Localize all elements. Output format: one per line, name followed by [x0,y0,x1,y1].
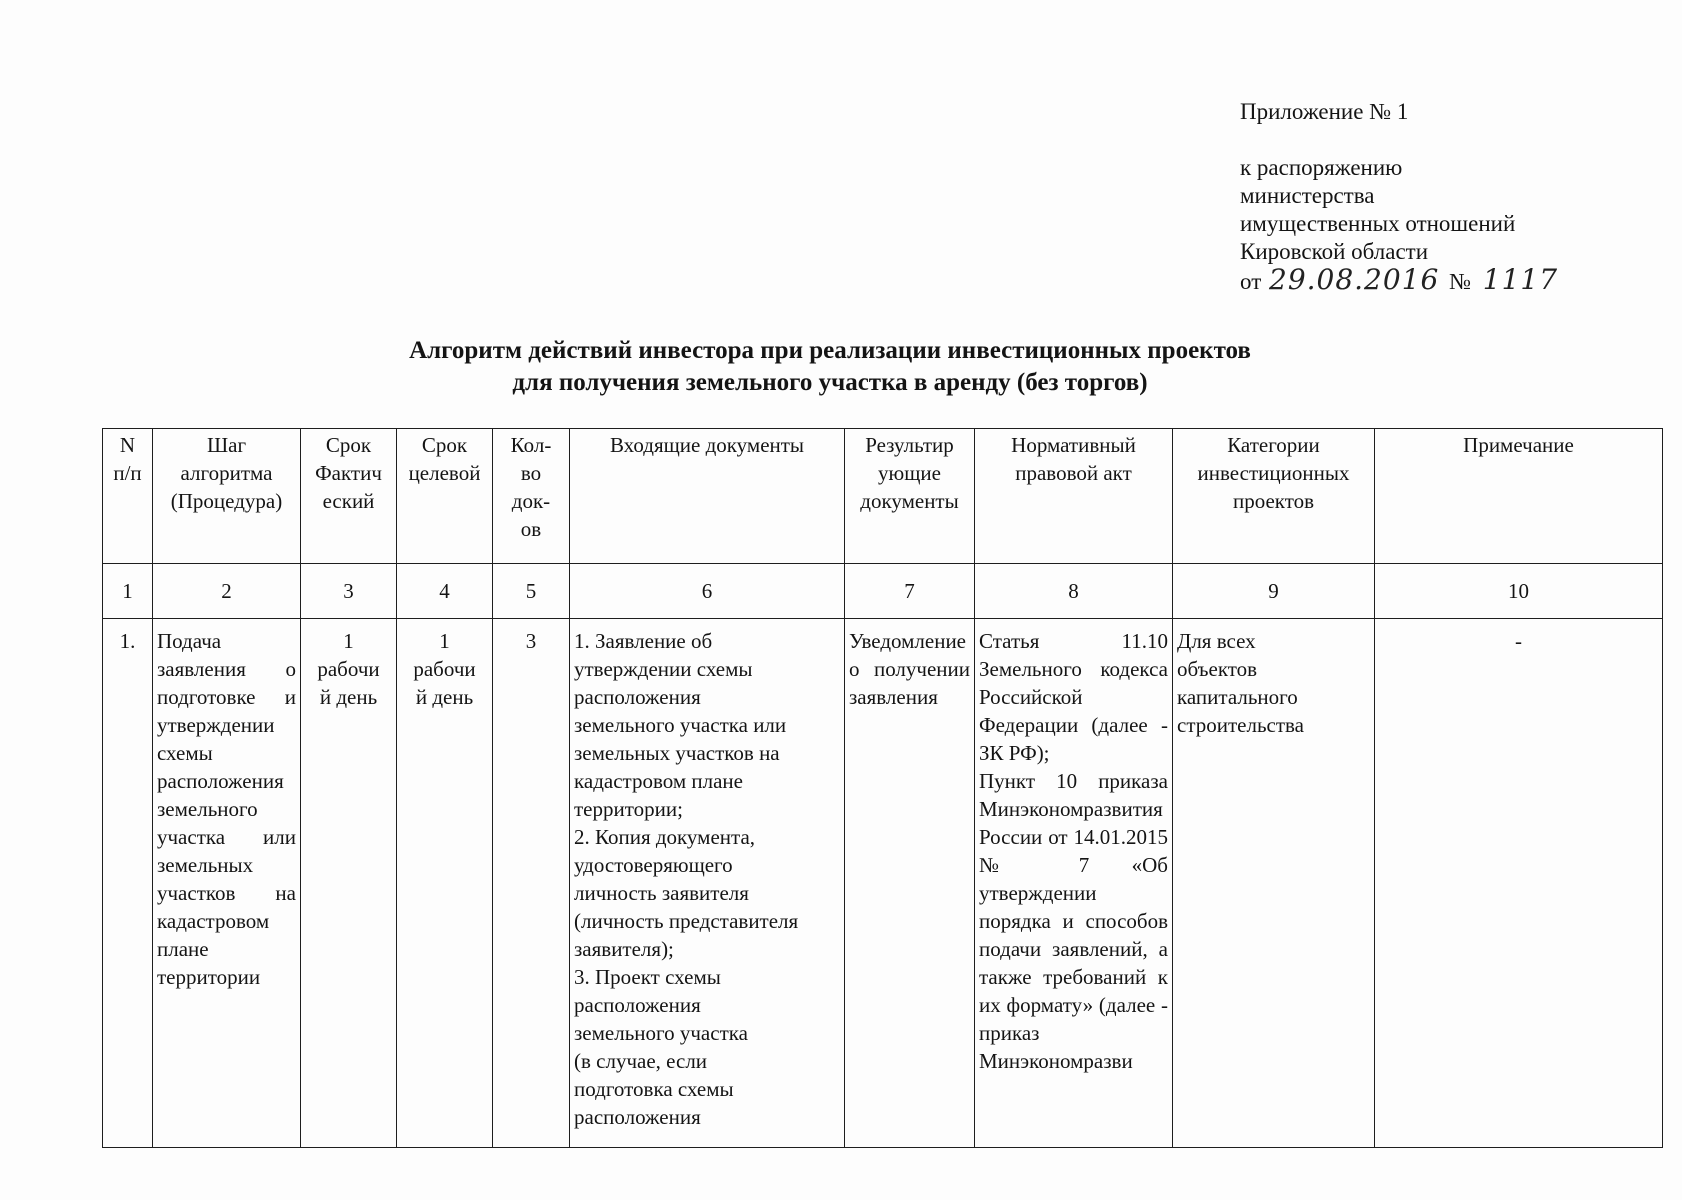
date-prefix: от [1240,269,1262,294]
header-result-docs: Результир ующие документы [845,429,975,564]
cell-categories: Для всех объектов капитального строительства [1173,619,1375,1148]
cell-doc-count: 3 [493,619,570,1148]
cell-legal-act: Статья 11.10 Земельного кодекса Российской Федерации (далее - ЗК РФ); Пункт 10 приказа Минэкономразвития России от 14.01.2015 № 7 «Об утверждении порядка и способов подачи заявлений, а также требований к их формату» (далее - приказ Минэкономразви [975,619,1173,1148]
column-number: 10 [1375,564,1663,619]
handwritten-number: 1117 [1482,263,1559,296]
cell-note: - [1375,619,1663,1148]
cell-result-docs: Уведомление о получении заявления [845,619,975,1148]
header-input-docs: Входящие документы [570,429,845,564]
appendix-line: министерства [1240,183,1375,208]
cell-num: 1. [103,619,153,1148]
column-number: 3 [301,564,397,619]
header-term-target: Срок целевой [397,429,493,564]
table-header-row [103,429,1663,564]
header-step: Шаг алгоритма (Процедура) [153,429,301,564]
cell-step: Подача заявления о подготовке и утверждении схемы расположения земельного участка или земельных участков на кадастровом плане территории [153,619,301,1148]
appendix-line: Кировской области [1240,239,1429,264]
column-number: 6 [570,564,845,619]
handwritten-date: 29.08.2016 [1269,263,1440,296]
appendix-block [1240,98,1558,296]
column-number: 7 [845,564,975,619]
column-number: 2 [153,564,301,619]
column-number-row [103,564,1663,619]
appendix-date-line [1240,263,1559,296]
header-doc-count: Кол- во док- ов [493,429,570,564]
column-number: 5 [493,564,570,619]
appendix-header: Приложение № 1 [1240,99,1409,124]
appendix-line: к распоряжению [1240,155,1403,180]
header-term-actual: Срок Фактич еский [301,429,397,564]
column-number: 4 [397,564,493,619]
title-line-2: для получения земельного участка в аренду (без торгов) [512,369,1148,396]
cell-input-docs: 1. Заявление об утверждении схемы расположения земельного участка или земельных участков на кадастровом плане территории; 2. Копия документа, удостоверяющего личность заявителя (личность представителя заявителя); 3. Проект схемы расположения земельного участка (в случае, если подготовка схемы расположения [570,619,845,1148]
header-categories: Категории инвестиционных проектов [1173,429,1375,564]
cell-term-target: 1 рабочи й день [397,619,493,1148]
cell-term-actual: 1 рабочи й день [301,619,397,1148]
header-legal-act: Нормативный правовой акт [975,429,1173,564]
appendix-line: имущественных отношений [1240,211,1516,236]
document-title [0,335,1660,399]
number-sign: № [1449,269,1472,294]
title-line-1: Алгоритм действий инвестора при реализации инвестиционных проектов [409,337,1251,364]
column-number: 1 [103,564,153,619]
table-row [103,619,1663,1148]
column-number: 9 [1173,564,1375,619]
header-note: Примечание [1375,429,1663,564]
algorithm-table [102,428,1663,1148]
column-number: 8 [975,564,1173,619]
header-num: N п/п [103,429,153,564]
